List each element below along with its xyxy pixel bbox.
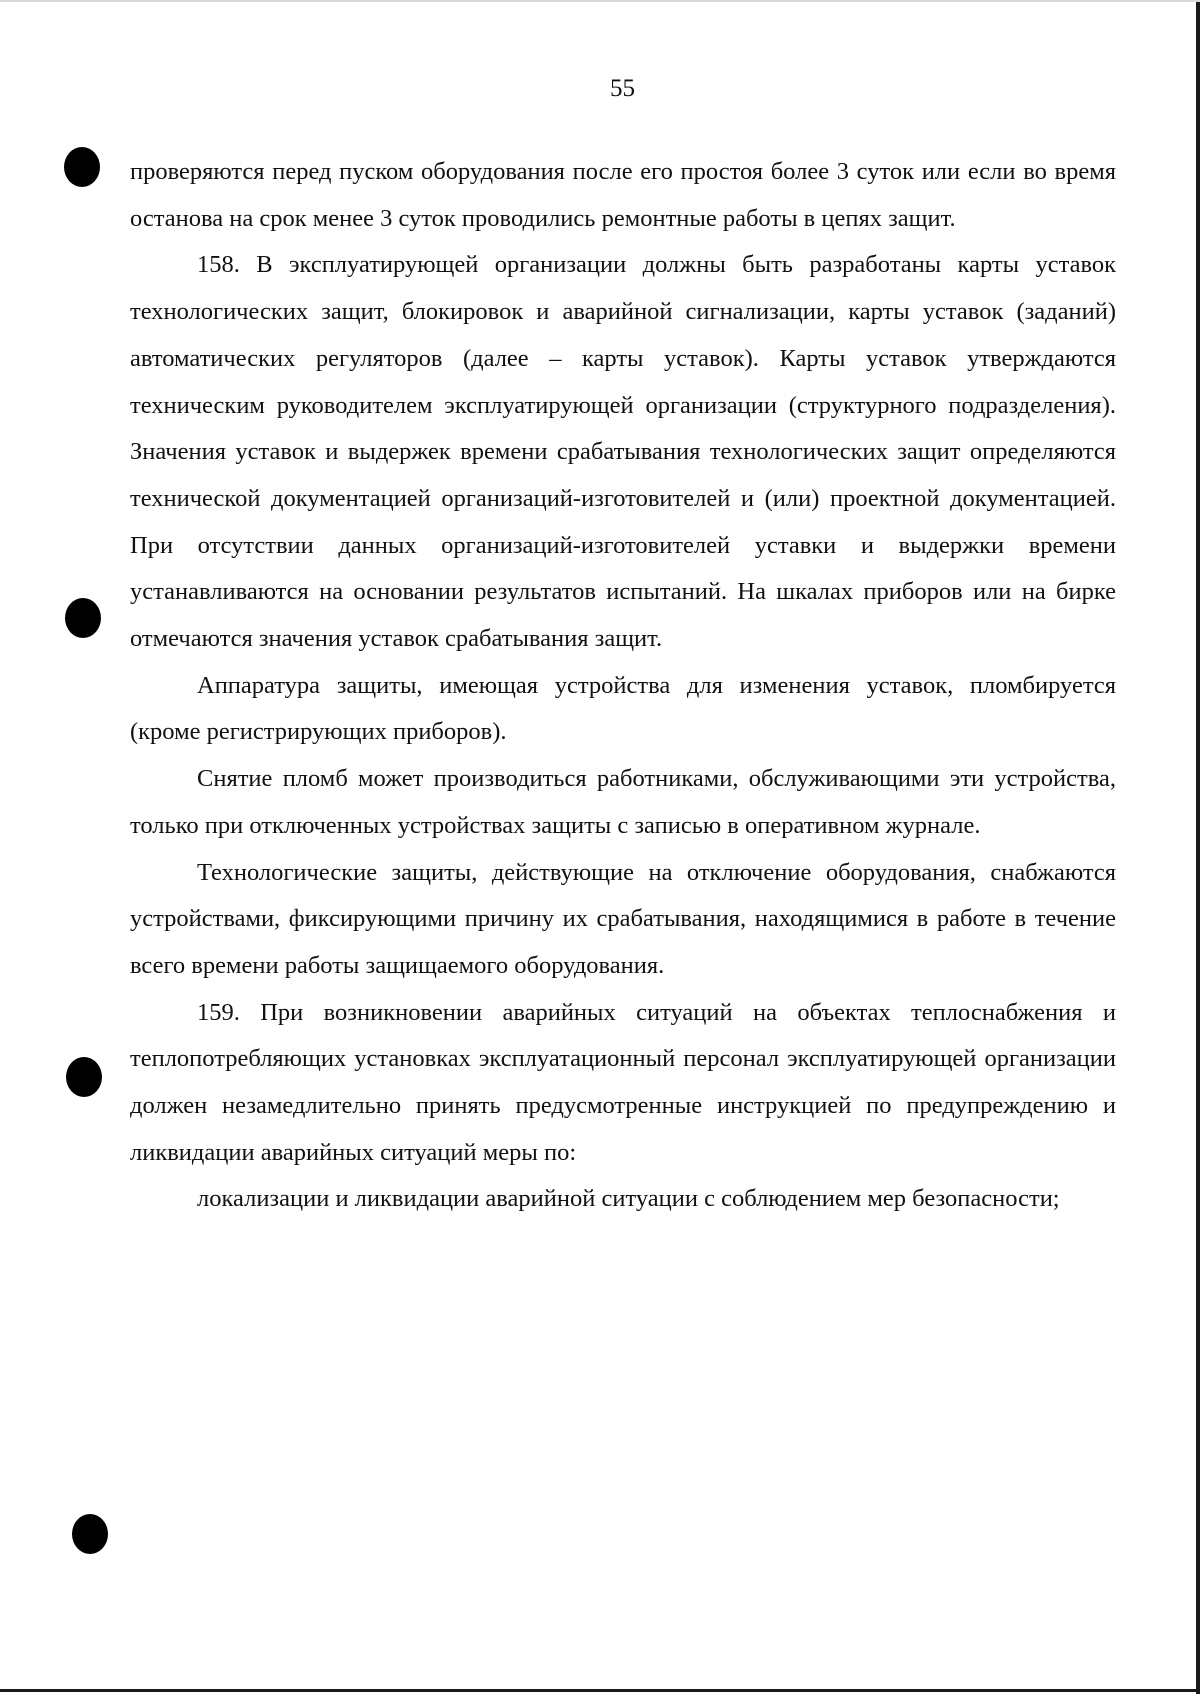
paragraph-protection-equipment: Аппаратура защиты, имеющая устройства для изменения уставок, пломбируется (кроме регистрирующих приборов). [130, 671, 1116, 746]
paragraph-159: 159. При возникновении аварийных ситуаций на объектах теплоснабжения и теплопотребляющих установках эксплуатационный персонал эксплуатирующей организации должен незамедлительно принять предусмотренные инструкцией по предупреждению и ликвидации аварийных ситуаций меры по: [130, 998, 1116, 1166]
paragraph-158: 158. В эксплуатирующей организации должны быть разработаны карты уставок технологических защит, блокировок и аварийной сигнализации, карты уставок (заданий) автоматических регуляторов (далее – карты уставок). Карты уставок утверждаются техническим руководителем эксплуатирующей организации (структурного подразделения). Значения уставок и выдержек времени срабатывания технологических защит определяются технической документацией организаций-изготовителей и (или) проектной документацией. При отсутствии данных организаций-изготовителей уставки и выдержки времени устанавливаются на основании результатов испытаний. На шкалах приборов или на бирке отмечаются значения уставок срабатывания защит. [130, 251, 1116, 653]
scan-edge-right [1196, 2, 1200, 1694]
punch-hole-mark [64, 147, 100, 187]
page-number: 55 [610, 75, 635, 102]
punch-hole-mark [65, 598, 101, 638]
punch-hole-mark [72, 1514, 108, 1554]
paragraph-technological-protections: Технологические защиты, действующие на отключение оборудования, снабжаются устройствами, фиксирующими причину их срабатывания, находящимися в работе в течение всего времени работы защищаемого оборудования. [130, 858, 1116, 979]
body-text [130, 149, 1116, 1223]
paragraph-localization: локализации и ликвидации аварийной ситуации с соблюдением мер безопасности; [197, 1185, 1060, 1213]
paragraph-seal-removal: Снятие пломб может производиться работниками, обслуживающими эти устройства, только при отключенных устройствах защиты с записью в оперативном журнале. [130, 765, 1116, 839]
paragraph-continuation: проверяются перед пуском оборудования после его простоя более 3 суток или если во время останова на срок менее 3 суток проводились ремонтные работы в цепях защит. [130, 158, 1116, 232]
punch-hole-mark [66, 1057, 102, 1097]
